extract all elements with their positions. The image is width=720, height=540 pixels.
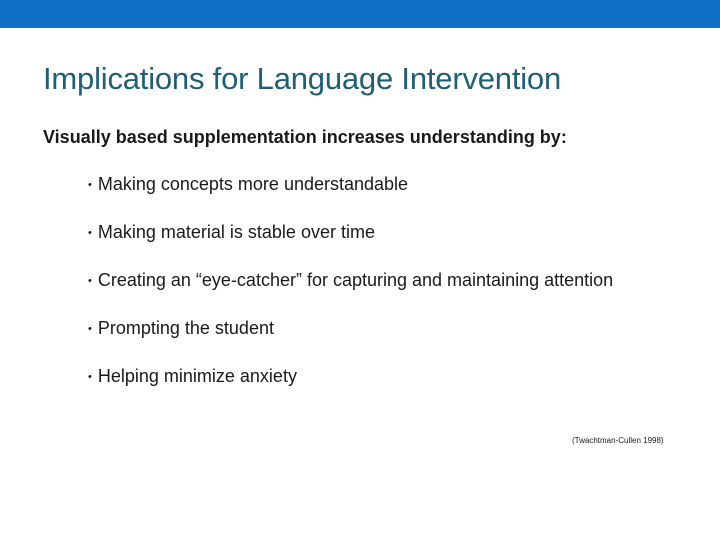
bullet-text: Prompting the student xyxy=(97,318,274,338)
bullet-item xyxy=(88,366,613,414)
bullet-item xyxy=(88,174,613,222)
bullet-text: Making material is stable over time xyxy=(97,222,375,242)
bullet-text: Helping minimize anxiety xyxy=(97,366,297,386)
bullet-dot-icon: • xyxy=(88,275,92,287)
bullet-item xyxy=(88,222,613,270)
bullet-dot-icon: • xyxy=(88,371,92,383)
bullet-list xyxy=(88,174,613,414)
bullet-item xyxy=(88,270,613,318)
slide-title: Implications for Language Intervention xyxy=(43,61,562,96)
bullet-text: Making concepts more understandable xyxy=(97,174,409,194)
bullet-dot-icon: • xyxy=(88,323,92,335)
slide-subtitle: Visually based supplementation increases understanding by: xyxy=(43,127,567,147)
bullet-dot-icon: • xyxy=(88,227,92,239)
citation: (Twachtman-Cullen 1998) xyxy=(572,436,664,445)
bullet-text: Creating an “eye-catcher” for capturing and maintaining attention xyxy=(97,270,614,290)
bullet-item xyxy=(88,318,613,366)
bullet-dot-icon: • xyxy=(88,179,92,191)
top-accent-bar xyxy=(0,0,720,28)
